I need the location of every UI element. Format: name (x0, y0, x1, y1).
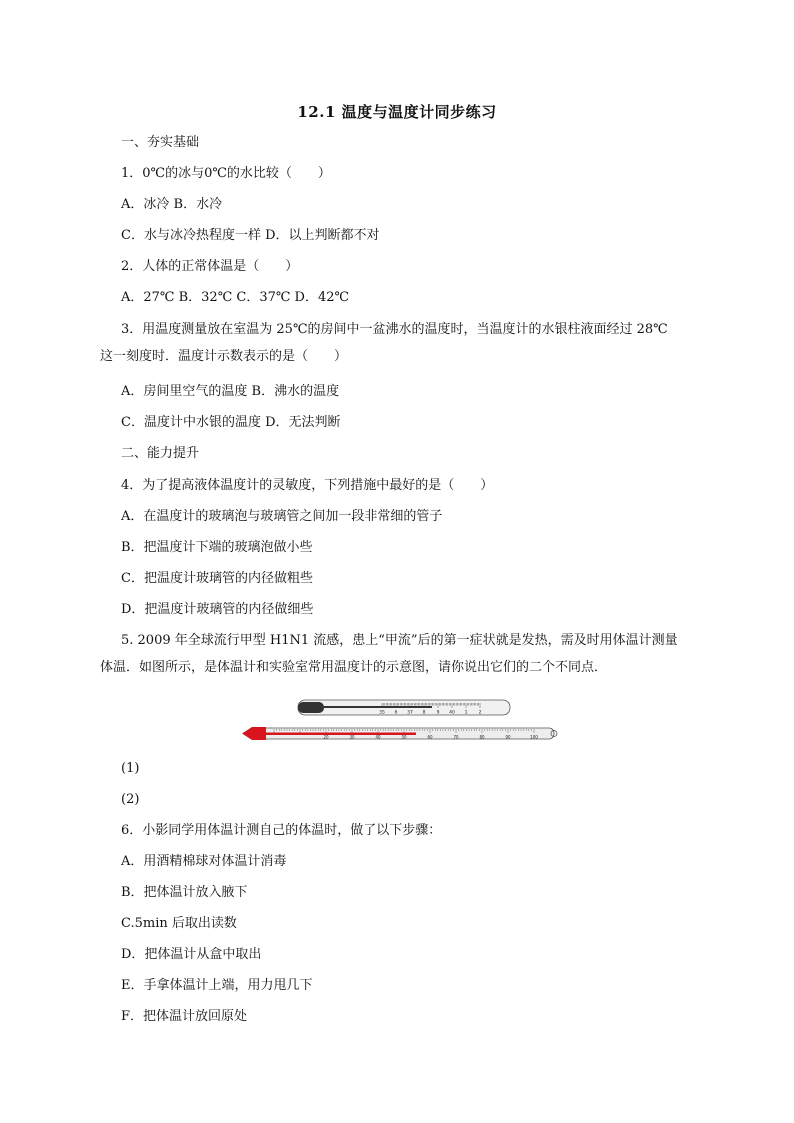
q6-step-c: C.5min 后取出读数 (121, 916, 237, 931)
q2-stem: 2．人体的正常体温是（ ） (121, 259, 299, 274)
clinical-tick-label: 1 (464, 710, 468, 716)
clinical-thermometer (298, 700, 510, 716)
clinical-tick-label: 35 (379, 710, 385, 716)
section-basic: 一、夯实基础 (121, 135, 200, 150)
q4-option-a: A．在温度计的玻璃泡与玻璃管之间加一段非常细的管子 (121, 509, 443, 524)
clinical-bulb (298, 702, 324, 713)
lab-tick-label: 20 (323, 734, 329, 740)
lab-tick-label: 50 (401, 734, 407, 740)
q3-options-cd: C．温度计中水银的温度 D．无法判断 (121, 415, 341, 430)
clinical-tick-label: 8 (422, 710, 426, 716)
q4-option-c: C．把温度计玻璃管的内径做粗些 (121, 571, 313, 586)
lab-thermometer (242, 727, 557, 740)
q1-options-cd: C．水与冰冷热程度一样 D．以上判断都不对 (121, 228, 380, 243)
q4-option-d: D．把温度计玻璃管的内径做细些 (121, 602, 314, 617)
lab-bulb (242, 727, 266, 740)
q6-stem: 6．小影同学用体温计测自己的体温时，做了以下步骤： (121, 823, 442, 838)
clinical-tick-label: 40 (449, 710, 455, 716)
q5-blank-1: (1) (121, 761, 140, 776)
section-advanced: 二、能力提升 (121, 446, 200, 461)
page-title: 12.1 温度与温度计同步练习 (297, 103, 497, 121)
lab-tick-label: 100 (530, 734, 538, 740)
q3-stem: 3．用温度测量放在室温为 25℃的房间中一盆沸水的温度时，当温度计的水银柱液面经过 28℃这一刻度时．温度计示数表示的是（ ） (100, 322, 668, 364)
q5-blank-2: (2) (121, 792, 140, 807)
q6-step-a: A．用酒精棉球对体温计消毒 (121, 854, 287, 869)
lab-tick-label: 70 (453, 734, 459, 740)
q2-options: A．27℃ B．32℃ C．37℃ D．42℃ (121, 290, 350, 305)
clinical-tick-label: 2 (478, 710, 482, 716)
lab-tick-label: 30 (349, 734, 355, 740)
q1-options-ab: A．冰冷 B．水冷 (121, 197, 223, 212)
q6-step-b: B．把体温计放入腋下 (121, 885, 248, 900)
q4-option-b: B．把温度计下端的玻璃泡做小些 (121, 540, 313, 555)
q4-stem: 4．为了提高液体温度计的灵敏度，下列措施中最好的是（ ） (121, 478, 494, 493)
q6-step-e: E．手拿体温计上端，用力甩几下 (121, 978, 313, 993)
clinical-tick-label: 37 (407, 710, 413, 716)
clinical-tick-label: 9 (436, 710, 440, 716)
q6-step-d: D．把体温计从盒中取出 (121, 947, 262, 962)
clinical-mercury-column (324, 706, 432, 708)
lab-tick-label: 80 (479, 734, 485, 740)
q5-stem: 5. 2009 年全球流行甲型 H1N1 流感，患上“甲流”后的第一症状就是发热，需及时用体温计测量体温．如图所示，是体温计和实验室常用温度计的示意图，请你说出它们的二个不同点． (100, 633, 678, 675)
lab-tick-label: 90 (505, 734, 511, 740)
clinical-tick-label: 6 (394, 710, 398, 716)
q6-step-f: F．把体温计放回原处 (121, 1009, 248, 1024)
lab-tick-label: 60 (427, 734, 433, 740)
thermometer-figure (240, 697, 560, 745)
q1-stem: 1．0℃的冰与0℃的水比较（ ） (121, 166, 331, 181)
q3-options-ab: A．房间里空气的温度 B．沸水的温度 (121, 384, 340, 399)
lab-mercury-column (266, 733, 416, 736)
lab-tick-label: 40 (375, 734, 381, 740)
